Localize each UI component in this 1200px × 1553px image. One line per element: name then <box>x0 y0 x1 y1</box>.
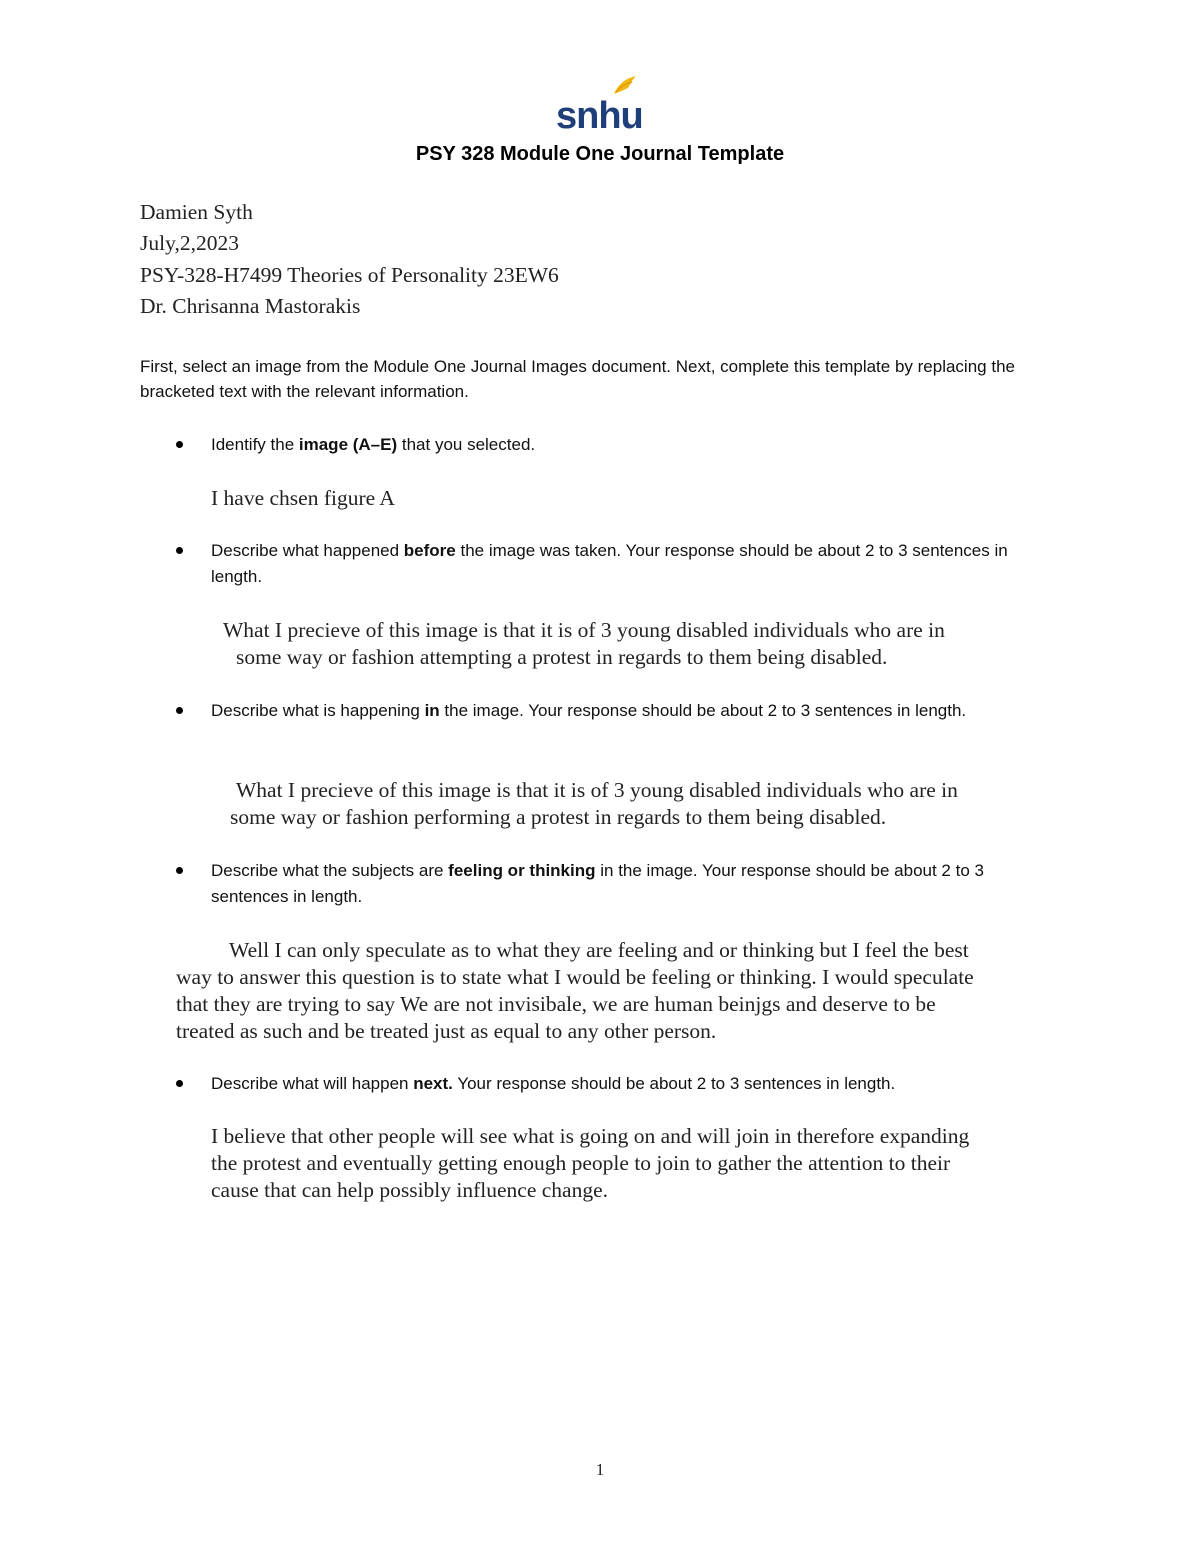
question-5: Describe what will happen next. Your response should be about 2 to 3 sentences in length. <box>211 1074 896 1093</box>
bullet-icon <box>176 1080 183 1087</box>
bullet-icon <box>176 867 183 874</box>
submission-date: July,2,2023 <box>140 231 239 255</box>
instructions: First, select an image from the Module One Journal Images document. Next, complete this template by replacing the bracketed text with the relevant information. <box>140 357 1015 401</box>
page-number: 1 <box>595 1460 605 1479</box>
answer-2: What I precieve of this image is that it is of 3 young disabled individuals who are in some way or fashion attempting a protest in regards to them being disabled. <box>223 618 945 669</box>
instructor-name: Dr. Chrisanna Mastorakis <box>140 294 361 318</box>
answer-5: I believe that other people will see what is going on and will join in therefore expanding the protest and eventually getting enough people to join to gather the attention to their cause that can help possibly influence change. <box>211 1124 970 1202</box>
snhu-logo <box>552 72 642 134</box>
answer-1: I have chsen figure A <box>211 486 395 510</box>
student-name: Damien Syth <box>140 200 253 224</box>
answer-3: What I precieve of this image is that it is of 3 young disabled individuals who are in some way or fashion performing a protest in regards to them being disabled. <box>230 778 958 829</box>
bullet-icon <box>176 547 183 554</box>
question-1: Identify the image (A–E) that you selected. <box>211 435 536 454</box>
bullet-icon <box>176 441 183 448</box>
question-4: Describe what the subjects are feeling or thinking in the image. Your response should be about 2 to 3 sentences in length. <box>211 861 984 906</box>
course-title: PSY-328-H7499 Theories of Personality 23EW6 <box>140 263 559 287</box>
bullet-icon <box>176 707 183 714</box>
svg-text:snhu: snhu <box>556 95 642 134</box>
question-2: Describe what happened before the image was taken. Your response should be about 2 to 3 sentences in length. <box>211 541 1008 586</box>
page-title: PSY 328 Module One Journal Template <box>415 143 785 165</box>
answer-4: Well I can only speculate as to what they are feeling and or thinking but I feel the best way to answer this question is to state what I would be feeling or thinking. I would speculate that they are trying to say We are not invisibale, we are human beinjgs and deserve to be treated as such and be treated just as equal to any other person. <box>176 938 974 1043</box>
question-3: Describe what is happening in the image. Your response should be about 2 to 3 sentences in length. <box>211 701 967 720</box>
